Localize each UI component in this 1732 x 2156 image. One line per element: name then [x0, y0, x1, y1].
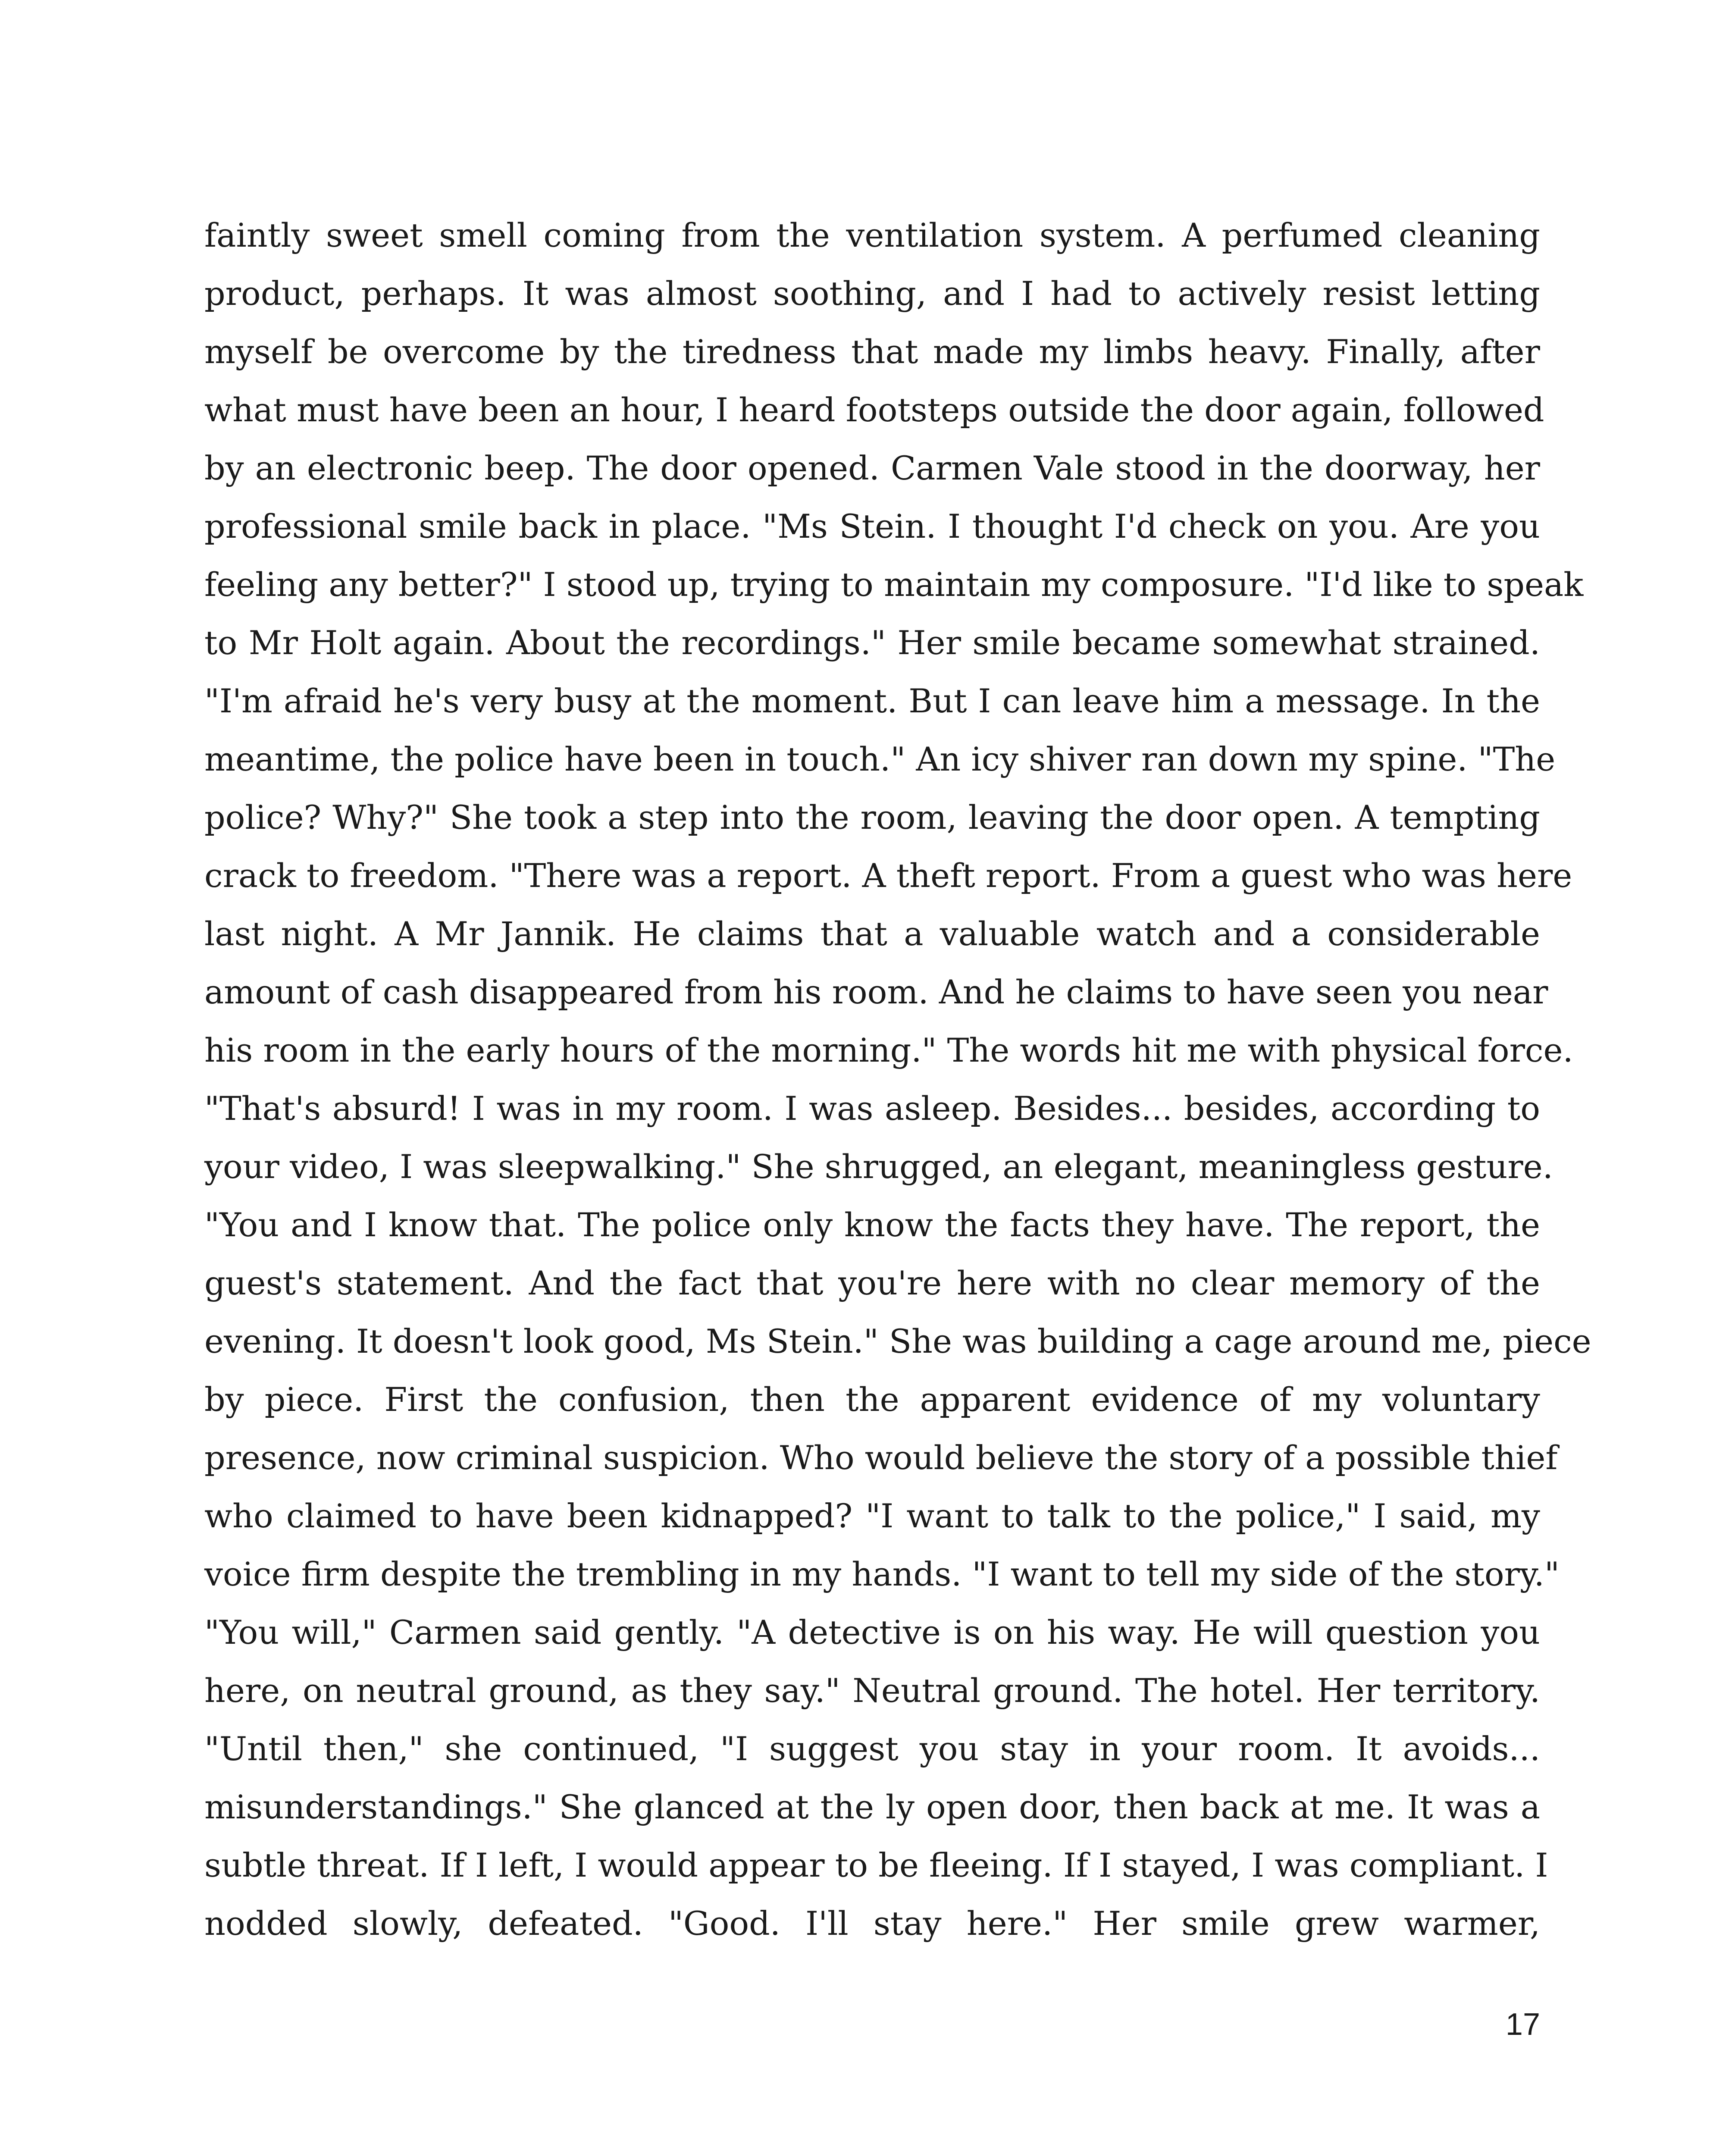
text-line: misunderstandings." She glanced at the ly open door, then back at me. It was a: [204, 1788, 1540, 1826]
text-line: police? Why?" She took a step into the room, leaving the door open. A tempting: [204, 798, 1540, 837]
text-line: product, perhaps. It was almost soothing, and I had to actively resist letting: [204, 274, 1540, 313]
text-line: nodded slowly, defeated. "Good. I'll stay here." Her smile grew warmer,: [204, 1904, 1540, 1943]
text-line: voice firm despite the trembling in my hands. "I want to tell my side of the story.": [204, 1555, 1560, 1593]
body-text: [204, 206, 1591, 1952]
text-line: to Mr Holt again. About the recordings." Her smile became somewhat strained.: [204, 624, 1540, 662]
text-line: meantime, the police have been in touch." An icy shiver ran down my spine. "The: [204, 740, 1556, 778]
text-line: his room in the early hours of the morning." The words hit me with physical force.: [204, 1031, 1573, 1069]
text-line: "That's absurd! I was in my room. I was asleep. Besides... besides, according to: [204, 1089, 1540, 1128]
text-line: feeling any better?" I stood up, trying to maintain my composure. "I'd like to speak: [204, 565, 1584, 604]
text-line: here, on neutral ground, as they say." Neutral ground. The hotel. Her territory.: [204, 1671, 1540, 1710]
text-line: by piece. First the confusion, then the apparent evidence of my voluntary: [204, 1380, 1540, 1419]
text-line: subtle threat. If I left, I would appear to be fleeing. If I stayed, I was compliant. I: [204, 1846, 1548, 1884]
text-line: what must have been an hour, I heard footsteps outside the door again, followed: [204, 391, 1544, 429]
text-line: "Until then," she continued, "I suggest you stay in your room. It avoids...: [204, 1730, 1540, 1768]
text-line: myself be overcome by the tiredness that made my limbs heavy. Finally, after: [204, 332, 1540, 371]
text-line: "You and I know that. The police only know the facts they have. The report, the: [204, 1206, 1540, 1244]
text-line: amount of cash disappeared from his room. And he claims to have seen you near: [204, 973, 1548, 1011]
text-line: "You will," Carmen said gently. "A detective is on his way. He will question you: [204, 1613, 1540, 1651]
text-line: guest's statement. And the fact that you're here with no clear memory of the: [204, 1264, 1540, 1302]
text-line: your video, I was sleepwalking." She shrugged, an elegant, meaningless gesture.: [204, 1147, 1553, 1186]
text-line: professional smile back in place. "Ms Stein. I thought I'd check on you. Are you: [204, 507, 1540, 545]
text-line: evening. It doesn't look good, Ms Stein." She was building a cage around me, piece: [204, 1322, 1591, 1360]
text-line: presence, now criminal suspicion. Who would believe the story of a possible thief: [204, 1438, 1558, 1477]
text-line: who claimed to have been kidnapped? "I want to talk to the police," I said, my: [204, 1497, 1540, 1535]
text-line: by an electronic beep. The door opened. Carmen Vale stood in the doorway, her: [204, 449, 1540, 487]
text-line: last night. A Mr Jannik. He claims that a valuable watch and a considerable: [204, 915, 1540, 953]
text-line: faintly sweet smell coming from the ventilation system. A perfumed cleaning: [204, 216, 1540, 254]
page-number: 17: [1505, 2007, 1540, 2042]
text-line: "I'm afraid he's very busy at the moment. But I can leave him a message. In the: [204, 682, 1540, 720]
text-line: crack to freedom. "There was a report. A theft report. From a guest who was here: [204, 856, 1572, 895]
